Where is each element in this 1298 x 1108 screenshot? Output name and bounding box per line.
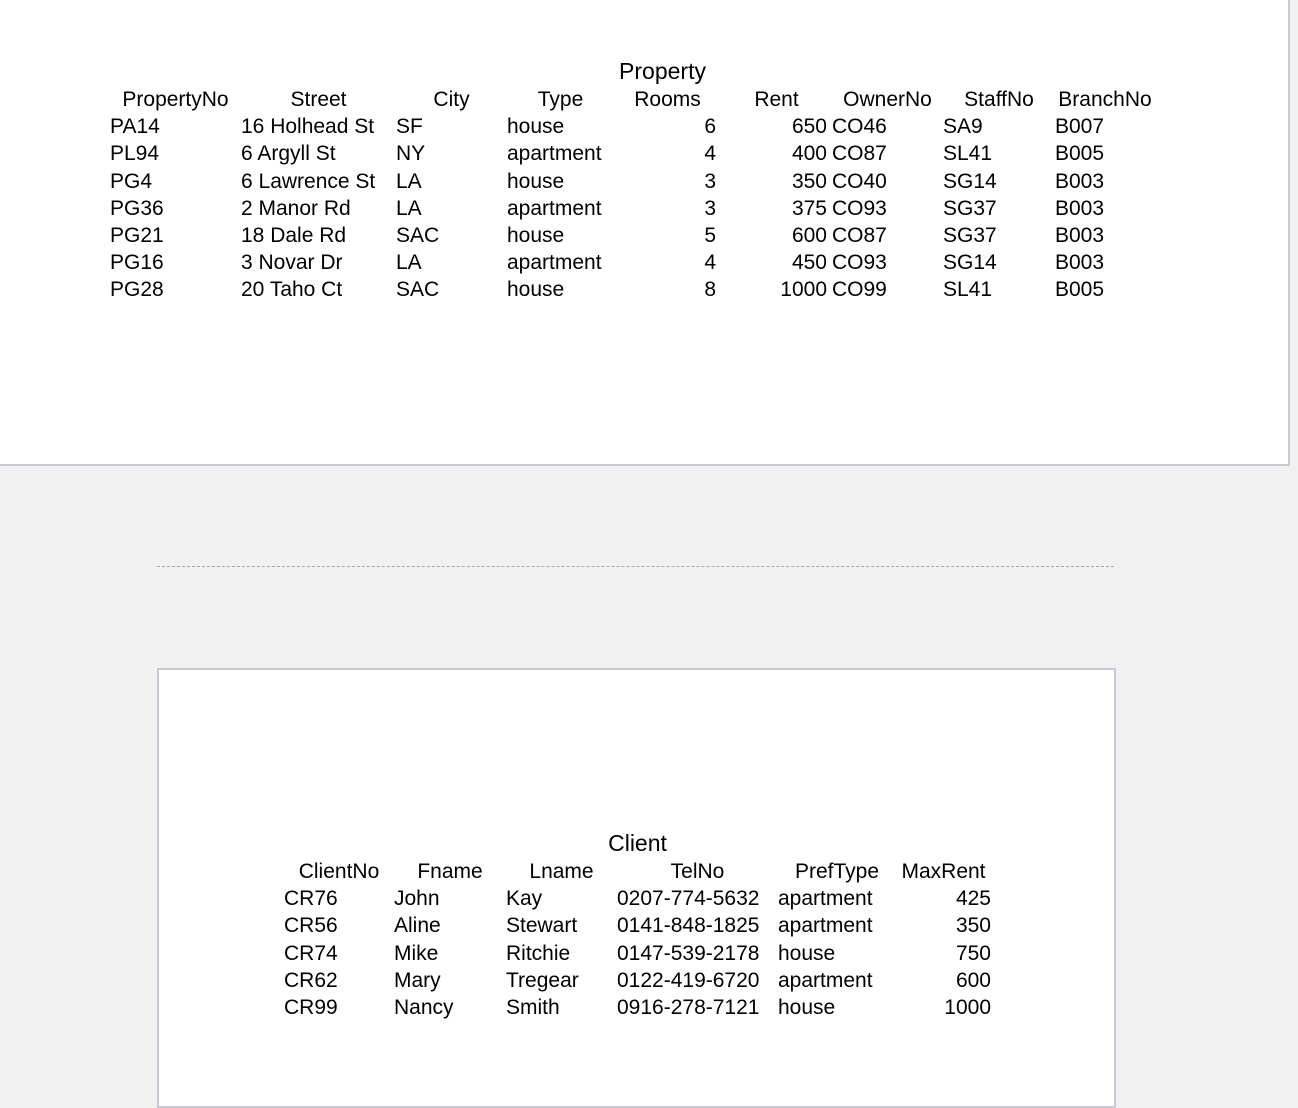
table-cell: CO93 [832,196,887,220]
table-cell: SG14 [943,169,997,193]
table-cell: PG16 [110,251,164,275]
table-cell: 4 [704,251,716,275]
header-cell: Rooms [634,88,701,111]
table-cell: Ritchie [506,941,571,965]
table-cell: 6 Lawrence St [241,169,376,193]
table-cell: Kay [506,887,543,911]
table-row [284,967,991,994]
table-cell: apartment [507,196,602,220]
table-cell: house [507,278,565,302]
header-cell: PrefType [794,860,880,883]
table-cell: PG21 [110,224,164,248]
header-cell: Fname [417,860,483,883]
table-cell: CO40 [832,169,887,193]
table-cell: 8 [704,278,716,302]
table-cell: 0141-848-1825 [617,914,760,938]
table-cell: 18 Dale Rd [241,224,347,248]
table-row [110,113,1155,140]
table-cell: PG4 [110,169,153,193]
table-row [284,994,991,1021]
header-cell: MaxRent [901,860,986,883]
table-cell: CO46 [832,115,887,139]
property-table [110,57,1155,304]
table-cell: 0122-419-6720 [617,968,760,992]
table-cell: 350 [791,169,827,193]
page-break-divider [157,566,1114,567]
table-cell: 3 [704,169,716,193]
table-row [110,249,1155,276]
table-cell: PL94 [110,142,160,166]
table-cell: 750 [955,941,991,965]
table-cell: CO87 [832,142,887,166]
table-cell: SL41 [943,142,993,166]
table-cell: SF [396,115,423,139]
table-cell: PG36 [110,196,164,220]
header-cell: BranchNo [1058,88,1152,111]
table-cell: 16 Holhead St [241,115,375,139]
table-cell: 6 Argyll St [241,142,336,166]
table-cell: SG14 [943,251,997,275]
table-cell: LA [396,251,422,275]
table-cell: 2 Manor Rd [241,196,351,220]
table-cell: John [394,887,440,911]
table-cell: 600 [955,968,991,992]
table-row [110,140,1155,167]
table-cell: SL41 [943,278,993,302]
table-cell: 3 Novar Dr [241,251,343,275]
table-cell: 650 [791,115,827,139]
table-cell: CR99 [284,996,338,1020]
table-cell: 1000 [780,278,827,302]
header-cell: Street [290,88,347,111]
client-table-title: Client [608,830,667,856]
header-cell: PropertyNo [122,88,229,111]
table-cell: B003 [1055,224,1105,248]
table-row [284,885,991,912]
table-cell: 20 Taho Ct [241,278,343,302]
table-cell: B005 [1055,142,1105,166]
table-row [110,168,1155,195]
table-cell: Stewart [506,914,578,938]
table-cell: 0916-278-7121 [617,996,760,1020]
table-row [110,195,1155,222]
header-cell: City [433,88,470,111]
table-cell: 450 [791,251,827,275]
table-cell: LA [396,196,422,220]
table-cell: 3 [704,196,716,220]
table-cell: apartment [507,251,602,275]
client-header-row [284,858,991,885]
table-cell: Tregear [506,968,579,992]
property-table-title: Property [619,58,706,84]
table-cell: SG37 [943,224,997,248]
table-cell: PG28 [110,278,164,302]
header-cell: Lname [529,860,594,883]
table-row [110,276,1155,303]
table-cell: 350 [955,914,991,938]
table-cell: Mary [394,968,441,992]
table-cell: 1000 [944,996,991,1020]
table-cell: Smith [506,996,560,1020]
table-cell: SG37 [943,196,997,220]
table-cell: 0147-539-2178 [617,941,760,965]
header-cell: Type [537,88,584,111]
table-cell: LA [396,169,422,193]
header-cell: OwnerNo [843,88,932,111]
table-cell: SAC [396,278,440,302]
table-cell: SA9 [943,115,983,139]
header-cell: Rent [754,88,799,111]
table-cell: apartment [778,968,873,992]
table-cell: house [778,941,836,965]
header-cell: TelNo [670,860,725,883]
table-cell: B007 [1055,115,1105,139]
table-cell: house [778,996,836,1020]
table-cell: 425 [955,887,991,911]
table-cell: CR74 [284,941,338,965]
table-cell: NY [396,142,426,166]
table-cell: B003 [1055,196,1105,220]
table-cell: B003 [1055,169,1105,193]
table-cell: 4 [704,142,716,166]
table-row [284,940,991,967]
property-header-row [110,86,1155,113]
table-cell: apartment [507,142,602,166]
table-cell: 400 [791,142,827,166]
table-cell: 5 [704,224,716,248]
table-cell: CR62 [284,968,338,992]
table-cell: PA14 [110,115,160,139]
table-cell: Aline [394,914,441,938]
table-cell: 6 [704,115,716,139]
table-cell: house [507,224,565,248]
table-cell: CR76 [284,887,338,911]
table-cell: apartment [778,887,873,911]
table-cell: 600 [791,224,827,248]
table-cell: 375 [791,196,827,220]
header-cell: StaffNo [964,88,1034,111]
table-cell: Nancy [394,996,454,1020]
table-cell: B003 [1055,251,1105,275]
client-table [284,829,991,1021]
table-row [284,912,991,939]
table-cell: CO99 [832,278,887,302]
table-cell: Mike [394,941,439,965]
table-cell: CR56 [284,914,338,938]
table-cell: house [507,169,565,193]
header-cell: ClientNo [298,860,380,883]
table-cell: 0207-774-5632 [617,887,760,911]
table-row [110,222,1155,249]
table-cell: B005 [1055,278,1105,302]
table-cell: CO87 [832,224,887,248]
table-cell: CO93 [832,251,887,275]
table-cell: SAC [396,224,440,248]
table-cell: house [507,115,565,139]
table-cell: apartment [778,914,873,938]
